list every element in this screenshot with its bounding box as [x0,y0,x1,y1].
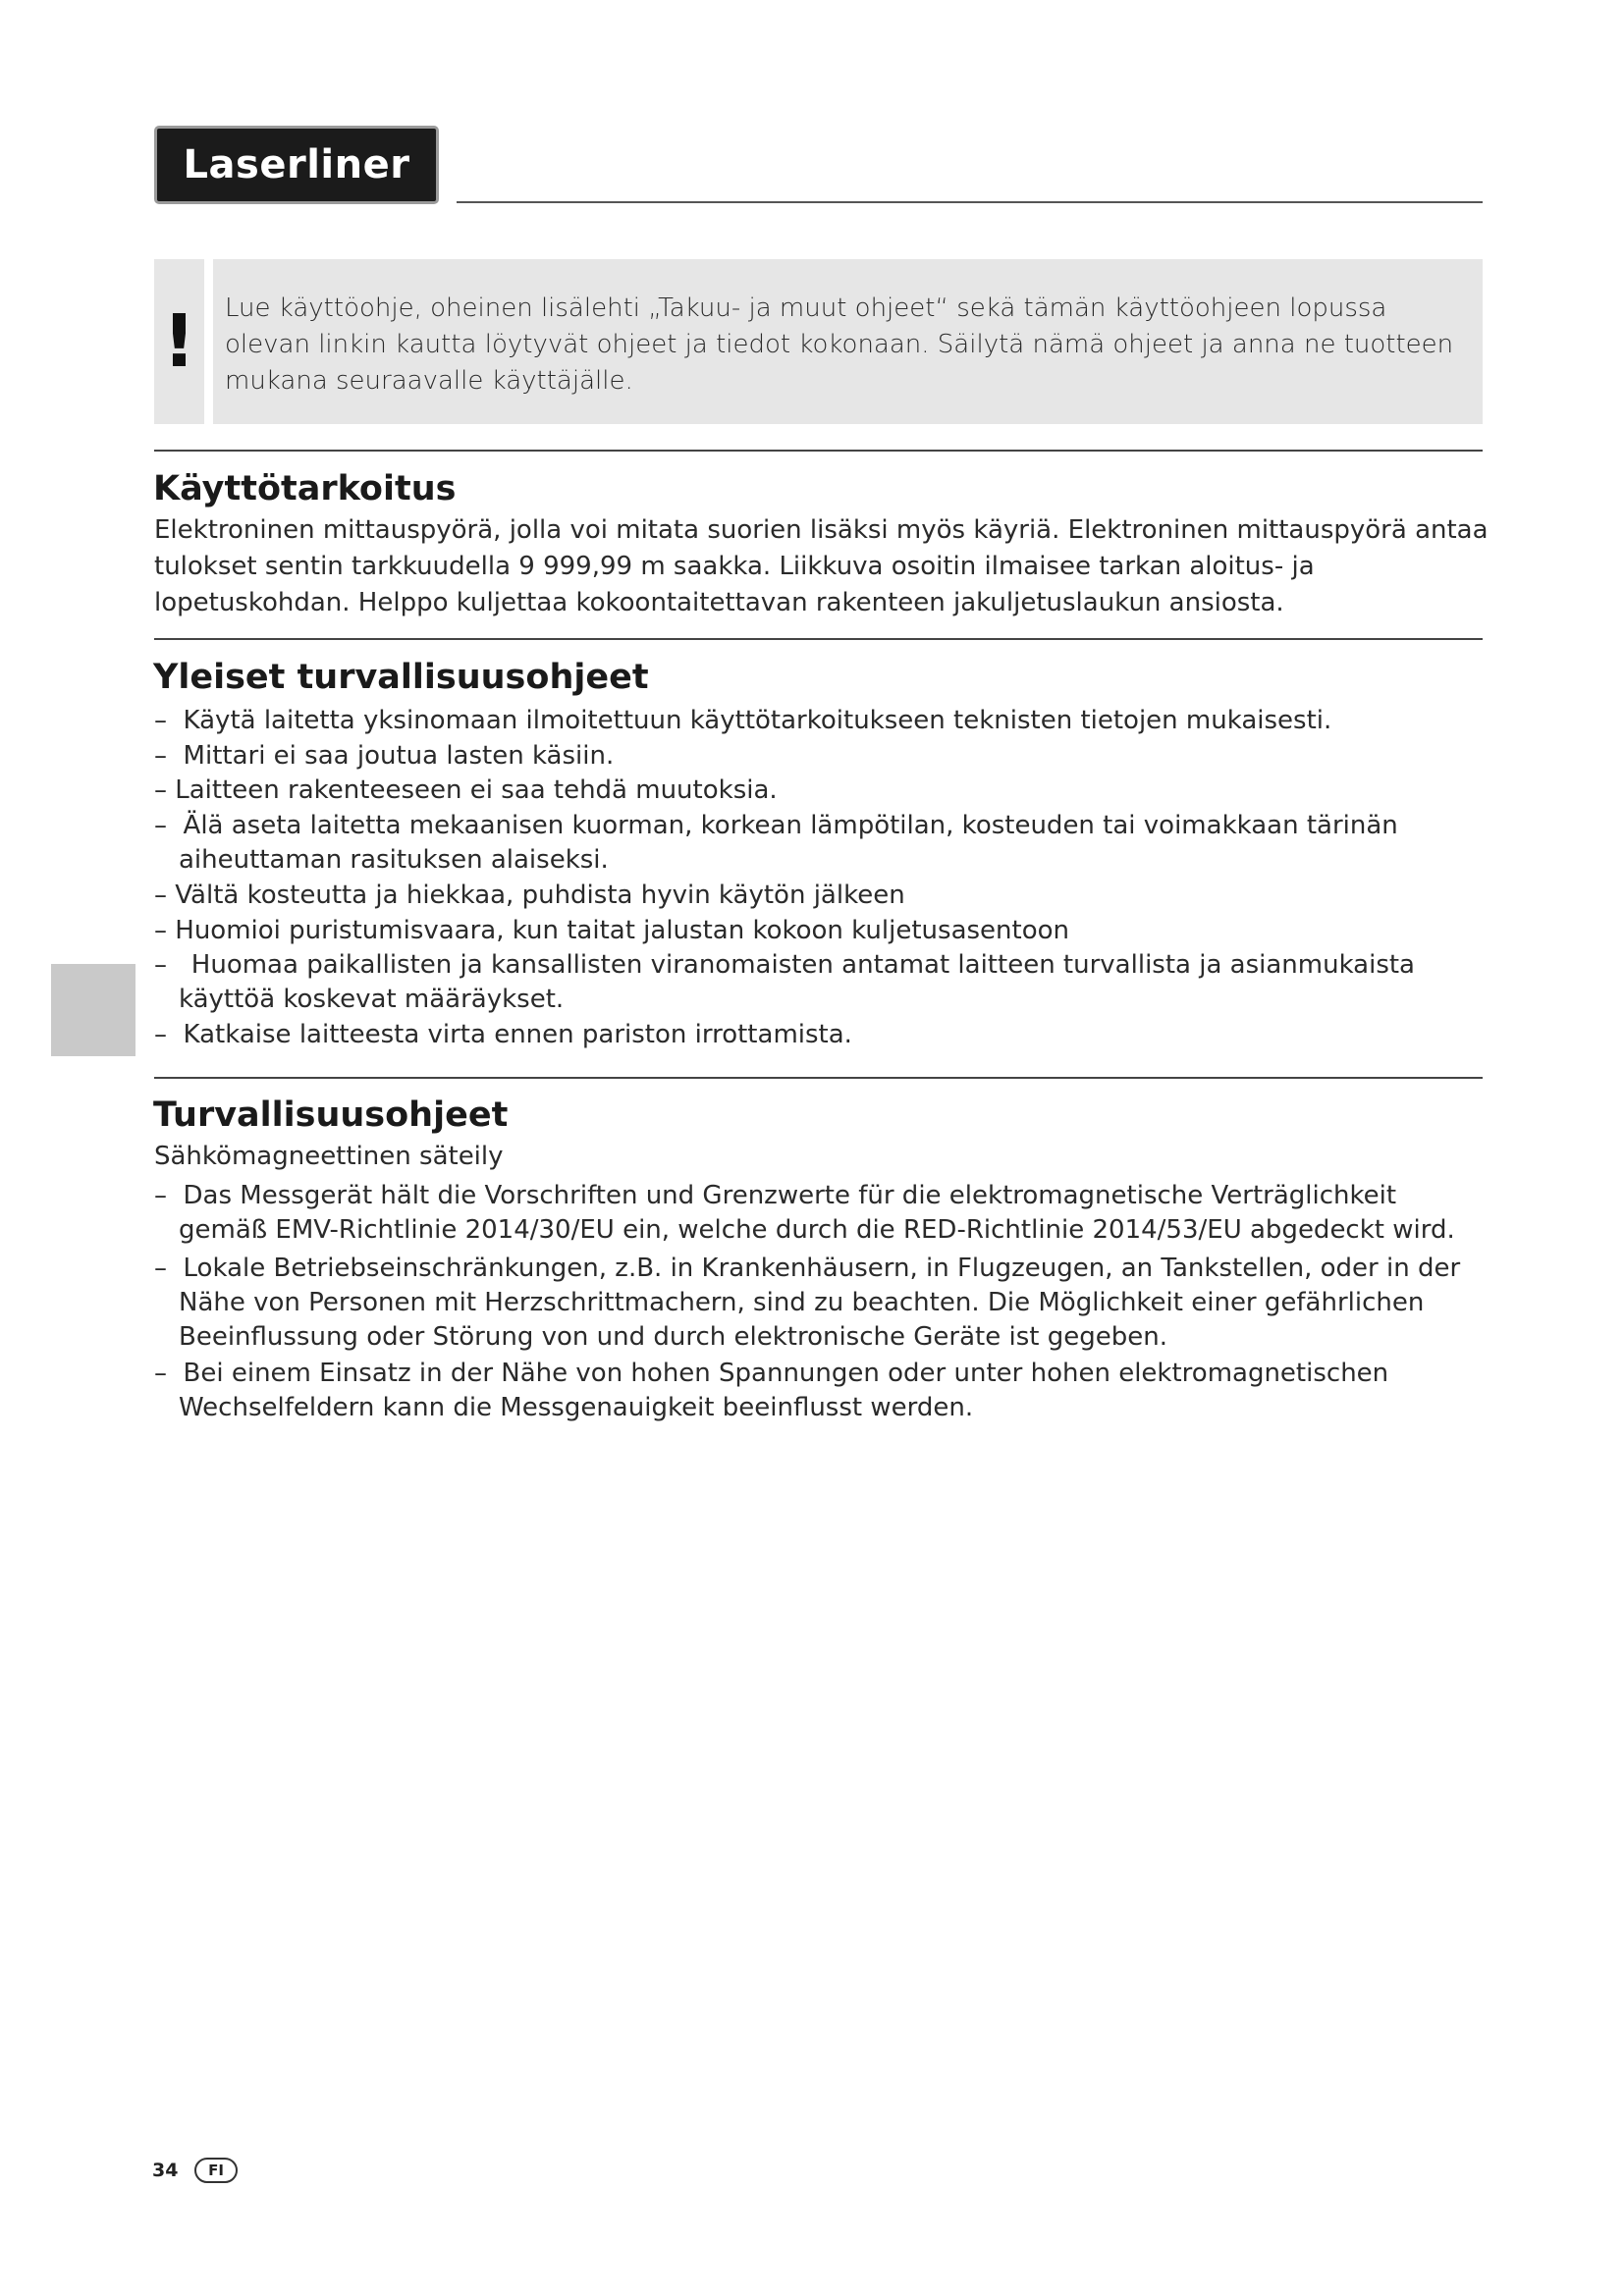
warning-notice: Lue käyttöohje, oheinen lisälehti „Takuu- ja muut ohjeet“ sekä tämän käyttöohjeen lopussa olevan linkin kautta löytyvät ohjeet ja tiedot kokonaan. Säilytä nämä ohjeet ja anna ne tuotteen mukana seuraavalle käyttäjälle. [213,259,1483,424]
header-rule [457,201,1483,203]
list-item: – Huomaa paikallisten ja kansallisten viranomaisten antamat laitteen turvallista ja asianmukaista käyttöä koskevat määräykset. [154,950,1415,1014]
list-item: – Vältä kosteutta ja hiekkaa, puhdista hyvin käytön jälkeen [154,881,905,910]
purpose-body: Elektroninen mittauspyörä, jolla voi mitata suorien lisäksi myös käyriä. Elektroninen mittauspyörä antaa tulokset sentin tarkkuudella 9 999,99 m saakka. Liikkuva osoitin ilmaisee tarkan aloitus- ja lopetuskohdan. Helppo kuljettaa kokoontaitettavan rakenteen jakuljetuslaukun ansiosta. [154,515,1489,617]
section-divider [154,1077,1483,1079]
safety-title: Turvallisuusohjeet [153,1095,509,1135]
safety-subtitle: Sähkömagneettinen säteily [154,1142,504,1171]
list-item: – Käytä laitetta yksinomaan ilmoitettuun käyttötarkoitukseen teknisten tietojen mukaisesti. [154,706,1332,735]
list-item: – Das Messgerät hält die Vorschriften und Grenzwerte für die elektromagnetische Verträglichkeit gemäß EMV-Richtlinie 2014/30/EU ein, welche durch die RED-Richtlinie 2014/53/EU abgedeckt wird. [154,1181,1455,1245]
side-tab-marker [51,964,135,1056]
list-item: – Laitteen rakenteeseen ei saa tehdä muutoksia. [154,775,778,805]
list-item: – Älä aseta laitetta mekaanisen kuorman, korkean lämpötilan, kosteuden tai voimakkaan tärinän aiheuttaman rasituksen alaiseksi. [154,811,1398,875]
language-badge: FI [194,2158,238,2183]
purpose-title: Käyttötarkoitus [153,469,457,508]
list-item: – Katkaise laitteesta virta ennen pariston irrottamista. [154,1020,852,1049]
section-divider [154,450,1483,452]
list-item: – Huomioi puristumisvaara, kun taitat jalustan kokoon kuljetusasentoon [154,916,1070,945]
list-item: – Bei einem Einsatz in der Nähe von hohen Spannungen oder unter hohen elektromagnetischen Wechselfeldern kann die Messgenauigkeit beeinflusst werden. [154,1359,1389,1422]
list-item: – Mittari ei saa joutua lasten käsiin. [154,741,615,771]
warning-icon: ! [154,259,204,424]
brand-logo: Laserliner [154,126,439,204]
page-number: 34 [152,2160,179,2181]
section-divider [154,638,1483,640]
general-safety-title: Yleiset turvallisuusohjeet [153,658,649,697]
list-item: – Lokale Betriebseinschränkungen, z.B. in Krankenhäusern, in Flugzeugen, an Tankstellen, oder in der Nähe von Personen mit Herzschrittmachern, sind zu beachten. Die Möglichkeit einer gefährlichen Beeinflussung oder Störung von und durch elektronische Geräte ist gegeben. [154,1254,1461,1352]
